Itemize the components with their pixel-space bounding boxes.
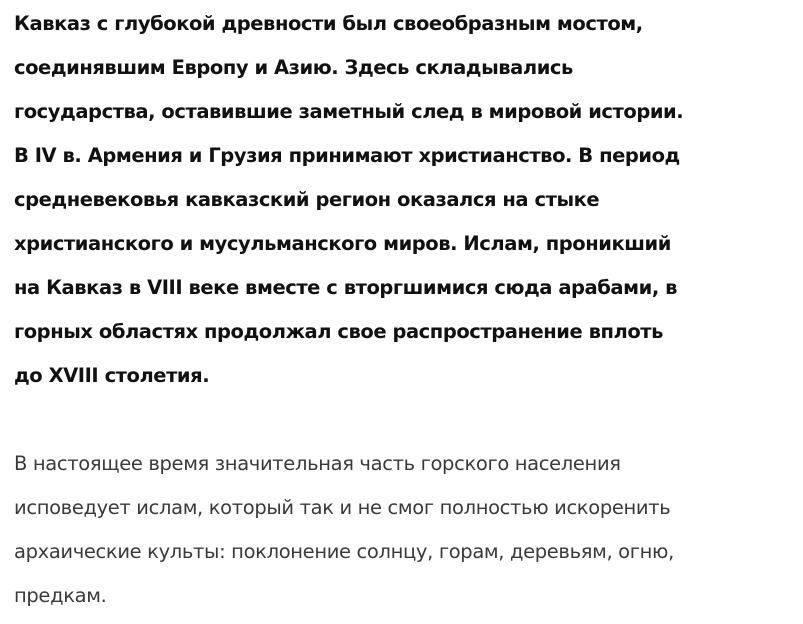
article-body [14,0,794,618]
paragraph-religion: В настоящее время значительная часть горского населения исповедует ислам, который так и не смог полностью искоренить архаические культы: поклонение солнцу, горам, деревьям, огню, предкам. [14,452,674,607]
paragraph-history-bold: Кавказ с глубокой древности был своеобразным мостом, соединявшим Европу и Азию. Здесь складывались государства, оставившие заметный след в мировой истории. В IV в. Армения и Грузия принимают христианство. В период средневековья кавказский регион оказался на стыке христианского и мусульманского миров. Ислам, проникший на Кавказ в VIII веке вместе с вторгшимися сюда арабами, в горных областях продолжал свое распространение вплоть до XVIII столетия. [14,12,684,387]
